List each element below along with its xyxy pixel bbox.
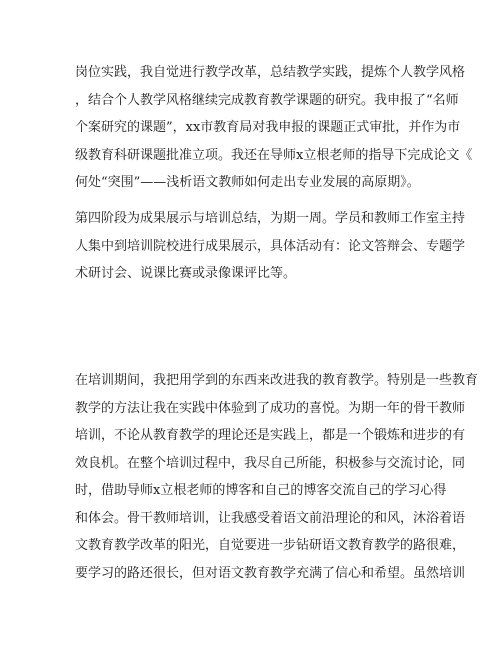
text-line: 和体会。骨干教师培训，让我感受着语文前沿理论的和风，沐浴着语 [75, 510, 466, 526]
text-line: 个案研究的课题”，xx市教育局对我申报的课题正式审批，并作为市 [75, 120, 461, 135]
text-line: 在培训期间，我把用学到的东西来改进我的教育教学。特别是一些教育 [75, 373, 479, 388]
paragraph-3 [75, 367, 479, 587]
text-line: 第四阶段为成果展示与培训总结，为期一周。学员和教师工作室主持 [75, 211, 466, 226]
paragraph-2 [75, 205, 466, 288]
text-line: 人集中到培训院校进行成果展示，具体活动有：论文答辩会、专题学 [75, 238, 466, 254]
paragraph-1 [75, 59, 473, 197]
text-line: 效良机。在整个培训过程中，我尽自己所能，积极参与交流讨论，同 [75, 455, 466, 471]
text-line: 术研讨会、说课比赛或录像课评比等。 [75, 266, 297, 281]
text-line: 岗位实践，我自觉进行教学改革，总结教学实践，提炼个人教学风格 [75, 65, 466, 80]
text-line: 要学习的路还很长，但对语文教育教学充满了信心和希望。虽然培训 [75, 565, 466, 581]
text-line: 教学的方法让我在实践中体验到了成功的喜悦。为期一年的骨干教师 [75, 400, 466, 416]
text-line: ，结合个人教学风格继续完成教育教学课题的研究。我申报了“名师 [75, 92, 459, 108]
text-line: 级教育科研课题批准立项。我还在导师x立根老师的指导下完成论文《 [75, 147, 473, 163]
text-line: 培训，不论从教育教学的理论还是实践上，都是一个锻炼和进步的有 [75, 428, 466, 443]
text-line: 文教育教学改革的阳光，自觉要进一步钻研语文教育教学的路很难， [75, 538, 466, 553]
text-line: 时，借助导师x立根老师的博客和自己的博客交流自己的学习心得 [75, 483, 447, 498]
text-line: 何处“突围”——浅析语文教师如何走出专业发展的高原期》。 [75, 175, 420, 190]
